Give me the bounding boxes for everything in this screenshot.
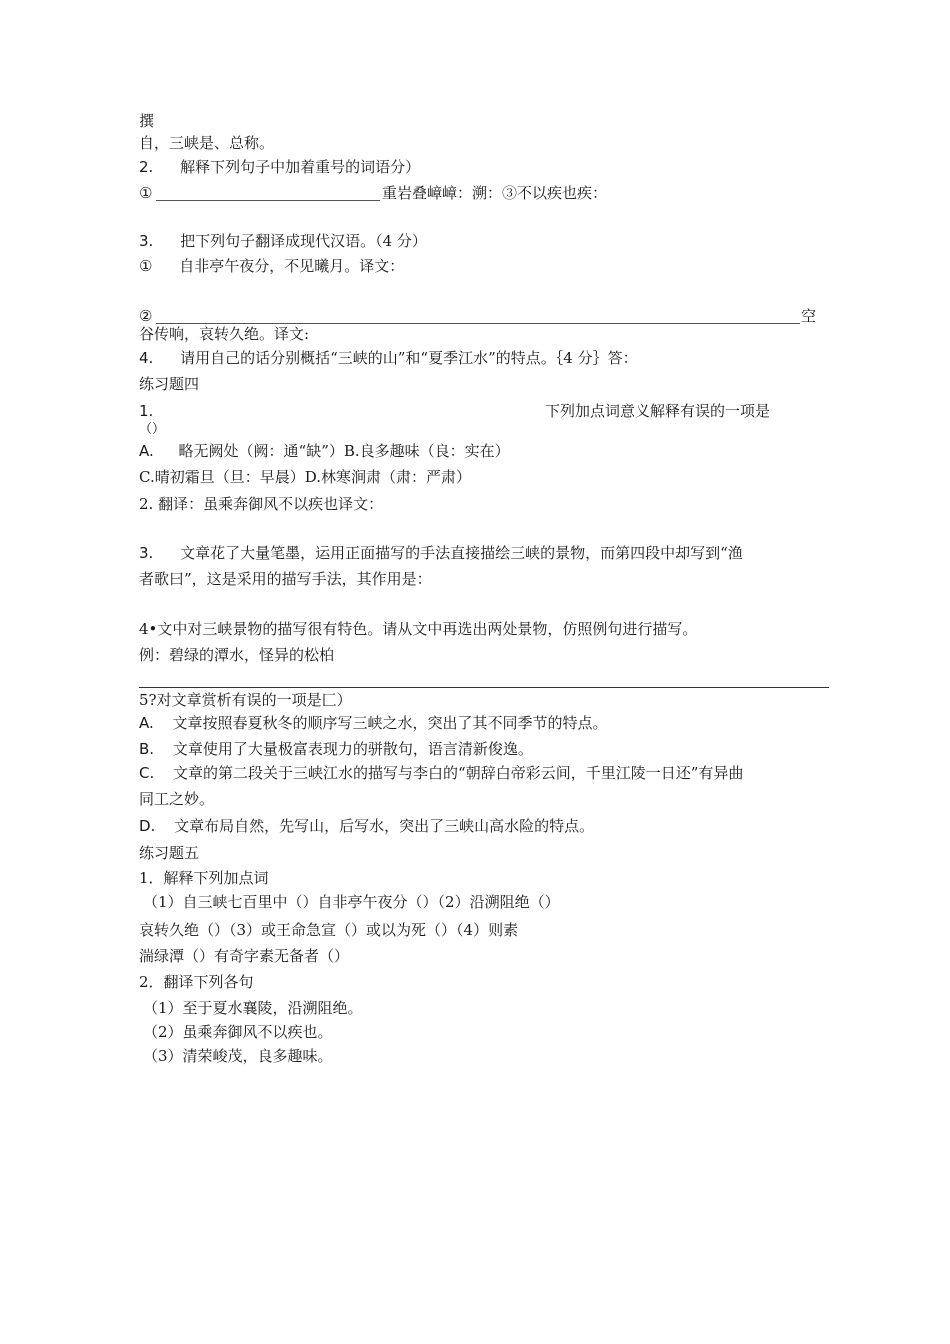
text-line: 撰 (139, 112, 155, 130)
text-line: （1）自三峡七百里中（）自非亭午夜分（）（2）沿溯阻绝（） (143, 893, 560, 911)
question-2-heading (139, 157, 420, 177)
question-3-text (139, 543, 743, 563)
option-text: 文章的第二段关于三峡江水的描写与李白的“朝辞白帝彩云间，千里江陵一日还”有异曲 (173, 764, 744, 782)
text-line: 谷传响，哀转久绝。译文: (139, 325, 310, 343)
section-title: 练习题五 (139, 844, 200, 862)
blank-underline[interactable] (156, 200, 380, 201)
question-number: 1. (139, 402, 154, 420)
text-line: 湍绿潭（）有奇字素无备者（） (139, 947, 350, 965)
option-text: 文章使用了大量极富表现力的骈散句，语言清新俊逸。 (172, 740, 533, 758)
text-line: 空 (801, 307, 817, 325)
option-b (139, 739, 533, 759)
answer-line[interactable] (139, 687, 829, 688)
text-line: 自，三峡是、总称。 (139, 134, 275, 152)
question-text: 文章花了大量笔墨，运用正面描写的手法直接描绘三峡的景物，而第四段中却写到“渔 (180, 544, 743, 562)
text-line: 哀转久绝（）（3）或王命急宣（）或以为死（）（4）则素 (139, 921, 519, 939)
option-a (139, 713, 608, 733)
option-a (139, 441, 510, 461)
option-text: 文章布局自然，先写山，后写水，突出了三峡山高水险的特点。 (174, 817, 595, 835)
question-1-heading: 1．解释下列加点词 (139, 869, 269, 887)
circled-number: ① (139, 184, 153, 202)
option-d (139, 816, 594, 836)
question-4-heading (139, 348, 638, 368)
question-5-heading: 5?对文章赏析有误的一项是匚） (139, 691, 352, 709)
option-c-d: C.晴初霜旦（旦：早晨）D.林寒涧肃（肃：严肃） (139, 468, 471, 486)
question-2-heading: 2．翻译下列各句 (139, 973, 254, 991)
sentence-item: （1）至于夏水襄陵，沿溯阻绝。 (143, 999, 363, 1017)
question-text: 请用自己的话分别概括“三峡的山”和“夏季江水”的特点。｛4 分｝答： (180, 349, 638, 367)
option-letter: D. (139, 817, 156, 835)
option-letter: C. (139, 764, 155, 782)
question-number: 2. (139, 158, 154, 176)
text-line: 重岩叠嶂嶂：溯：③不以疾也疾： (382, 184, 608, 202)
option-letter: A. (139, 442, 154, 460)
option-text: 略无阙处（阙：通“缺”）B.良多趣味（良：实在） (178, 442, 510, 460)
question-4-text: 4•文中对三峡景物的描写很有特色。请从文中再选出两处景物，仿照例句进行描写。 (139, 620, 698, 638)
example-line: 例：碧绿的潭水，怪异的松柏 (139, 646, 335, 664)
option-letter: A. (139, 714, 154, 732)
text-line: 同工之妙。 (139, 790, 215, 808)
question-number: 4. (139, 349, 154, 367)
question-text: 把下列句子翻译成现代汉语。（4 分） (180, 232, 427, 250)
circled-number: ① (139, 257, 153, 275)
text-line: 者歌曰”，这是采用的描写手法，其作用是： (139, 570, 432, 588)
question-3-heading (139, 231, 427, 251)
answer-line (139, 183, 152, 203)
question-text: 解释下列句子中加着重号的词语分） (180, 158, 421, 176)
question-2-translate: 2. 翻译：虽乘奔御风不以疾也译文： (139, 495, 384, 513)
option-letter: B. (139, 740, 155, 758)
sub-question (139, 256, 404, 276)
question-text: 下列加点词意义解释有误的一项是 (545, 402, 771, 420)
section-title: 练习题四 (139, 375, 200, 393)
option-c (139, 763, 743, 783)
sentence-item: （2）虽乘奔御风不以疾也。 (143, 1023, 333, 1041)
answer-bracket: （） (139, 422, 166, 437)
question-text: 自非亭午夜分，不见曦月。译文： (179, 257, 405, 275)
option-text: 文章按照春夏秋冬的顺序写三峡之水，突出了其不同季节的特点。 (172, 714, 608, 732)
question-number: 3. (139, 544, 154, 562)
sentence-item: （3）清荣峻茂，良多趣味。 (143, 1047, 333, 1065)
circled-number: ② (139, 307, 153, 325)
question-number: 3. (139, 232, 154, 250)
